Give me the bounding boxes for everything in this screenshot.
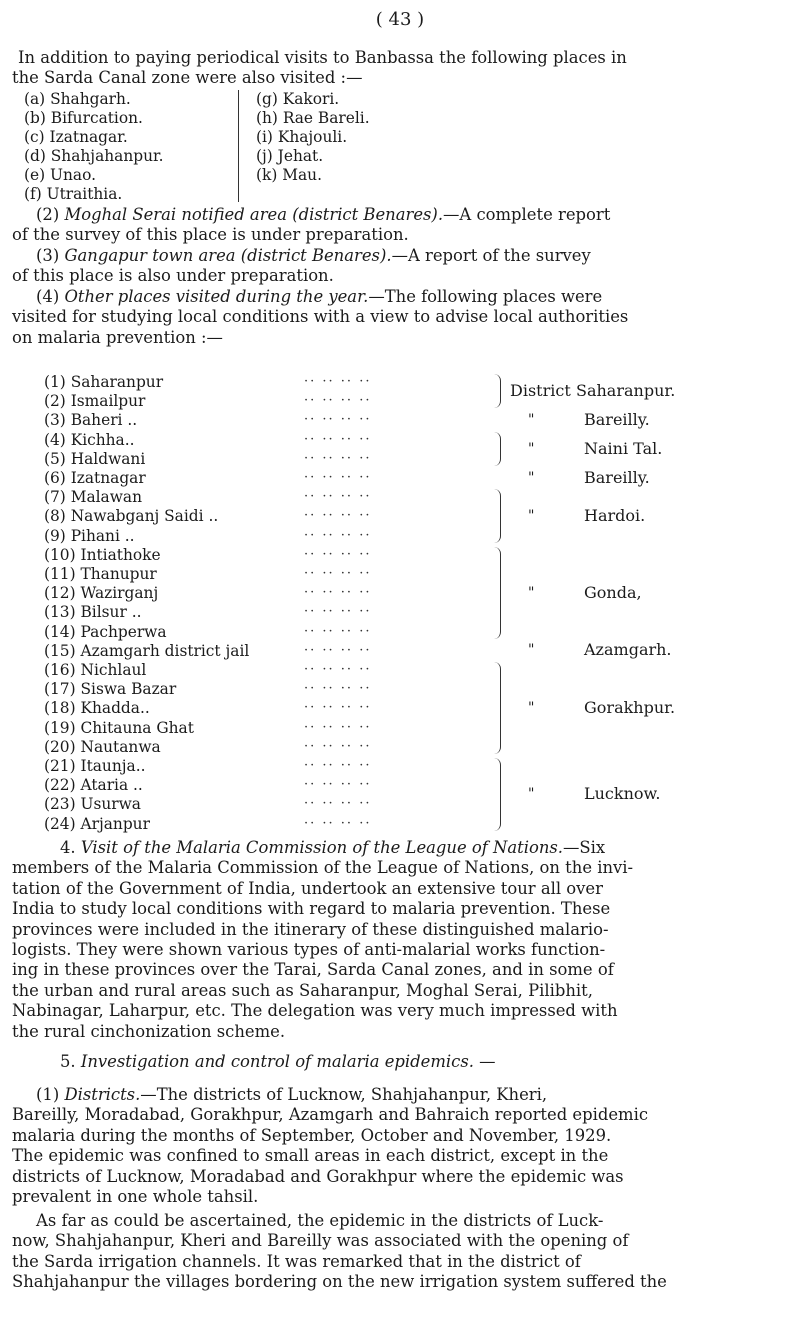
list-item: (h) Rae Bareli. bbox=[256, 109, 370, 127]
list-item: (17) Siswa Bazar bbox=[44, 680, 177, 699]
leader-dots: ·· ·· ·· ·· bbox=[304, 719, 372, 735]
list-item: (5) Haldwani bbox=[44, 449, 146, 468]
ditto-mark: " bbox=[528, 584, 535, 601]
leader-dots: ·· ·· ·· ·· bbox=[304, 604, 372, 620]
list-item: (3) Baheri .. bbox=[44, 411, 138, 430]
text-line: Shahjahanpur the villages bordering on the new irrigation system suffered the bbox=[12, 1272, 667, 1292]
district-name: Bareilly. bbox=[584, 467, 650, 487]
leader-dots: ·· ·· ·· ·· bbox=[304, 450, 372, 466]
list-item: (13) Bilsur .. bbox=[44, 603, 142, 622]
leader-dots: ·· ·· ·· ·· bbox=[304, 566, 372, 581]
list-item: (22) Ataria .. bbox=[44, 776, 143, 795]
text-line: districts of Lucknow, Moradabad and Gorakhpur where the epidemic was bbox=[12, 1166, 624, 1186]
list-item: (24) Arjanpur bbox=[44, 814, 150, 833]
district-label: District bbox=[510, 381, 571, 401]
district-name: Gorakhpur. bbox=[584, 698, 676, 717]
text-line: logists. They were shown various types of anti-malarial works function- bbox=[12, 940, 606, 960]
places-left-column bbox=[24, 90, 164, 204]
brace bbox=[494, 758, 501, 831]
list-item: (a) Shahgarh. bbox=[24, 90, 131, 108]
leader-dots: ·· ·· ·· ·· bbox=[304, 508, 372, 524]
brace bbox=[494, 547, 501, 639]
leader-dots: ·· ·· ·· ·· bbox=[304, 585, 372, 601]
brace bbox=[494, 489, 501, 543]
text-line: —A complete report bbox=[443, 205, 611, 224]
district-name: Hardoi. bbox=[584, 506, 646, 525]
places-right-column bbox=[256, 90, 370, 185]
leader-dots: ·· ·· ·· ·· bbox=[304, 374, 372, 389]
leader-dots: ·· ·· ·· ·· bbox=[304, 489, 372, 505]
ditto-mark: " bbox=[528, 469, 535, 486]
text-line: of the survey of this place is under preparation. bbox=[12, 225, 409, 245]
leader-dots: ·· ·· ·· ·· bbox=[304, 815, 372, 831]
list-item: (10) Intiathoke bbox=[44, 545, 161, 564]
district-name: Gonda, bbox=[584, 582, 642, 602]
leader-dots: ·· ·· ·· ·· bbox=[304, 700, 372, 716]
paragraph-number: (4) bbox=[36, 287, 60, 306]
text-line: As far as could be ascertained, the epidemic in the districts of Luck- bbox=[36, 1211, 604, 1230]
list-item: (8) Nawabganj Saidi .. bbox=[44, 507, 219, 526]
district-name: Naini Tal. bbox=[584, 438, 663, 458]
text-line: Bareilly, Moradabad, Gorakhpur, Azamgarh and Bahraich reported epidemic bbox=[12, 1105, 648, 1125]
paragraph-other-places bbox=[12, 287, 790, 348]
list-item: (23) Usurwa bbox=[44, 795, 141, 814]
list-item: (15) Azamgarh district jail bbox=[44, 641, 250, 660]
text-line: prevalent in one whole tahsil. bbox=[12, 1187, 259, 1207]
paragraph-number: (3) bbox=[36, 246, 60, 265]
ditto-mark: " bbox=[528, 412, 535, 428]
list-item: (14) Pachperwa bbox=[44, 622, 167, 641]
leader-dots: ·· ·· ·· ·· bbox=[304, 662, 372, 677]
district-name: Azamgarh. bbox=[584, 640, 672, 660]
leader-dots: ·· ·· ·· ·· bbox=[304, 758, 372, 773]
ditto-mark: " bbox=[528, 508, 535, 524]
list-item: (11) Thanupur bbox=[44, 565, 157, 583]
list-item: (4) Kichha.. bbox=[44, 430, 135, 449]
intro-paragraph bbox=[12, 48, 790, 89]
paragraph-gangapur bbox=[12, 246, 790, 287]
ditto-mark: " bbox=[528, 700, 535, 716]
paragraph-number: 5. bbox=[60, 1052, 76, 1071]
paragraph-districts bbox=[12, 1085, 790, 1207]
leader-dots: ·· ·· ·· ·· bbox=[304, 412, 372, 428]
brace bbox=[494, 662, 501, 754]
paragraph-investigation bbox=[12, 1052, 790, 1072]
paragraph-heading: Gangapur town area (district Benares). bbox=[64, 246, 392, 265]
paragraph-sarda-irrigation bbox=[12, 1211, 790, 1293]
text-line: —The following places were bbox=[368, 287, 603, 306]
district-name: Bareilly. bbox=[584, 410, 650, 429]
list-item: (f) Utraithia. bbox=[24, 185, 123, 203]
list-item: (d) Shahjahanpur. bbox=[24, 147, 164, 165]
text-line: the Sarda Canal zone were also visited :— bbox=[12, 68, 363, 88]
leader-dots: ·· ·· ·· ·· bbox=[304, 681, 372, 697]
page-number: ( 43 ) bbox=[375, 9, 425, 30]
leader-dots: ·· ·· ·· ·· bbox=[304, 393, 372, 409]
leader-dots: ·· ·· ·· ·· bbox=[304, 431, 372, 447]
text-line: on malaria prevention :— bbox=[12, 327, 223, 347]
brace bbox=[494, 374, 501, 408]
list-item: (18) Khadda.. bbox=[44, 699, 150, 718]
paragraph-number: (2) bbox=[36, 205, 60, 224]
list-item: (7) Malawan bbox=[44, 488, 142, 507]
leader-dots: ·· ·· ·· ·· bbox=[304, 796, 372, 812]
paragraph-heading: Districts. bbox=[64, 1085, 141, 1104]
list-item: (g) Kakori. bbox=[256, 90, 340, 108]
paragraph-heading: Other places visited during the year. bbox=[64, 287, 369, 306]
text-line: India to study local conditions with regard to malaria prevention. These bbox=[12, 899, 611, 919]
text-line: now, Shahjahanpur, Kheri and Bareilly was associated with the opening of bbox=[12, 1231, 629, 1251]
text-line: of this place is also under preparation. bbox=[12, 266, 334, 286]
text-line: members of the Malaria Commission of the League of Nations, on the invi- bbox=[12, 858, 634, 878]
list-item: (j) Jehat. bbox=[256, 147, 324, 165]
list-item: (1) Saharanpur bbox=[44, 373, 164, 391]
text-line: Nabinagar, Laharpur, etc. The delegation was very much impressed with bbox=[12, 1001, 618, 1021]
text-line: —A report of the survey bbox=[391, 246, 591, 265]
list-item: (b) Bifurcation. bbox=[24, 109, 143, 127]
paragraph-heading: Investigation and control of malaria epidemics. bbox=[80, 1052, 474, 1071]
list-item: (6) Izatnagar bbox=[44, 469, 146, 487]
leader-dots: ·· ·· ·· ·· bbox=[304, 546, 372, 562]
leader-dots: ·· ·· ·· ·· bbox=[304, 623, 372, 639]
list-item: (9) Pihani .. bbox=[44, 526, 135, 545]
text-line: —The districts of Lucknow, Shahjahanpur, Kheri, bbox=[140, 1085, 548, 1104]
paragraph-heading: Moghal Serai notified area (district Benares). bbox=[64, 205, 444, 224]
text-line: In addition to paying periodical visits to Banbassa the following places in bbox=[18, 48, 627, 67]
district-name: Saharanpur. bbox=[576, 381, 676, 401]
list-item: (k) Mau. bbox=[256, 166, 322, 184]
district-name: Lucknow. bbox=[584, 784, 661, 804]
leader-dots: ·· ·· ·· ·· bbox=[304, 470, 372, 485]
text-line: The epidemic was confined to small areas in each district, except in the bbox=[12, 1146, 609, 1166]
list-item: (12) Wazirganj bbox=[44, 584, 159, 603]
text-line: ing in these provinces over the Tarai, Sarda Canal zones, and in some of bbox=[12, 960, 614, 980]
leader-dots: ·· ·· ·· ·· bbox=[304, 527, 372, 543]
list-item: (20) Nautanwa bbox=[44, 737, 161, 756]
leader-dots: ·· ·· ·· ·· bbox=[304, 642, 372, 658]
text-line: provinces were included in the itinerary of these distinguished malario- bbox=[12, 919, 609, 939]
text-line: —Six bbox=[563, 838, 606, 857]
text-line: the rural cinchonization scheme. bbox=[12, 1021, 286, 1041]
column-divider bbox=[238, 90, 239, 202]
paragraph-number: 4. bbox=[60, 838, 76, 857]
paragraph-number: (1) bbox=[36, 1085, 60, 1104]
brace bbox=[494, 432, 501, 466]
ditto-mark: " bbox=[528, 642, 535, 659]
text-line: visited for studying local conditions with a view to advise local authorities bbox=[12, 307, 629, 327]
list-item: (i) Khajouli. bbox=[256, 128, 348, 146]
text-line: — bbox=[473, 1052, 496, 1071]
text-line: the urban and rural areas such as Saharanpur, Moghal Serai, Pilibhit, bbox=[12, 980, 593, 1000]
list-item: (19) Chitauna Ghat bbox=[44, 718, 194, 737]
paragraph-heading: Visit of the Malaria Commission of the League of Nations. bbox=[80, 838, 564, 857]
list-item: (e) Unao. bbox=[24, 166, 96, 184]
ditto-mark: " bbox=[528, 786, 535, 803]
text-line: malaria during the months of September, October and November, 1929. bbox=[12, 1125, 612, 1145]
paragraph-league-of-nations bbox=[12, 838, 790, 1042]
text-line: the Sarda irrigation channels. It was remarked that in the district of bbox=[12, 1251, 581, 1271]
ditto-mark: " bbox=[528, 440, 535, 457]
text-line: tation of the Government of India, undertook an extensive tour all over bbox=[12, 878, 603, 898]
list-item: (c) Izatnagar. bbox=[24, 128, 128, 146]
paragraph-moghal-serai bbox=[12, 205, 790, 246]
list-item: (21) Itaunja.. bbox=[44, 757, 146, 775]
list-item: (2) Ismailpur bbox=[44, 392, 146, 411]
list-item: (16) Nichlaul bbox=[44, 661, 147, 679]
leader-dots: ·· ·· ·· ·· bbox=[304, 777, 372, 793]
leader-dots: ·· ·· ·· ·· bbox=[304, 738, 372, 754]
